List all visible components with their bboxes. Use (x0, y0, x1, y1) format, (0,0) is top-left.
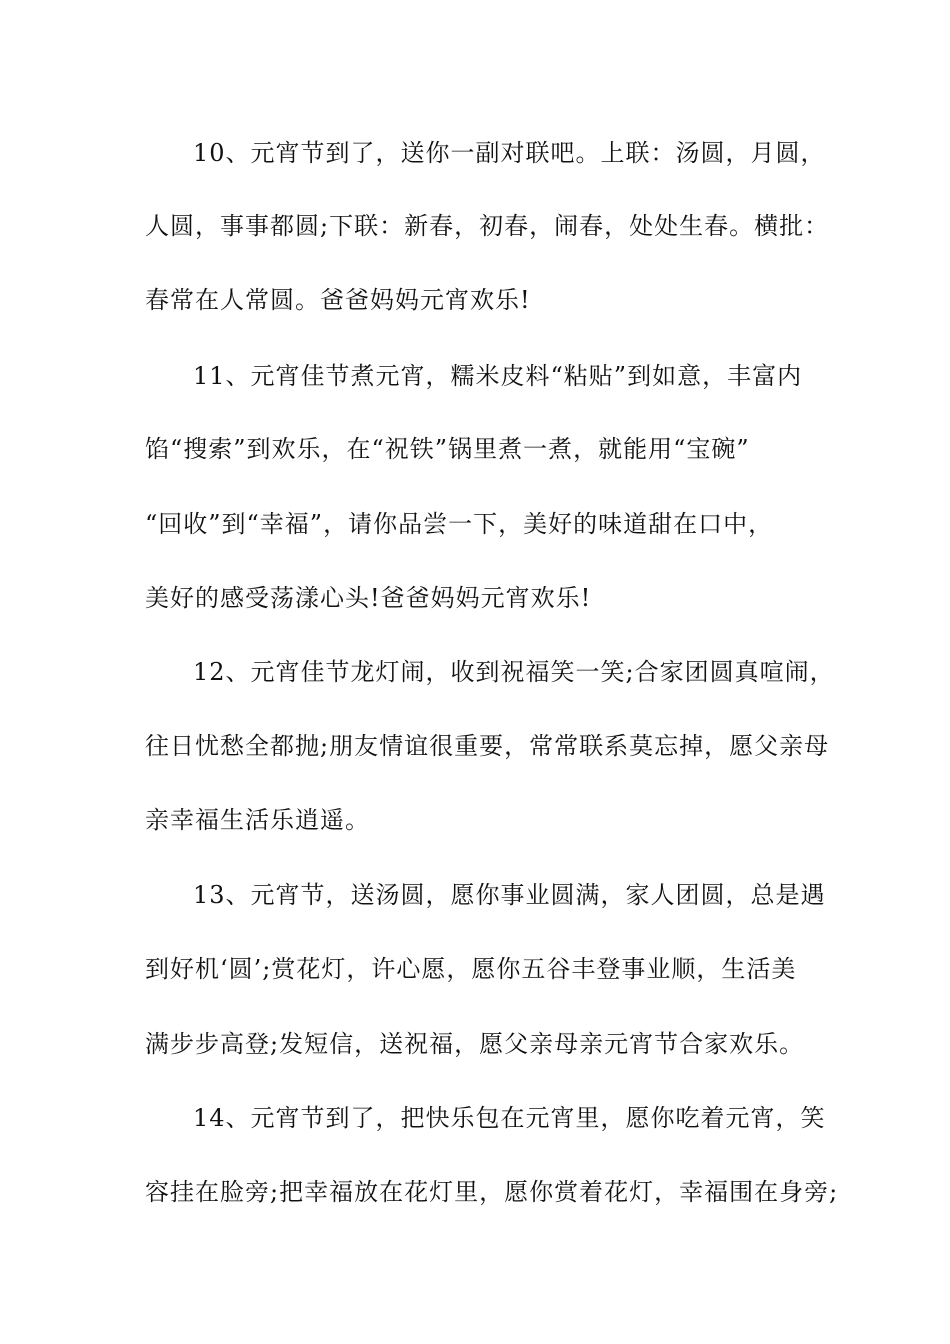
paragraph-11-line-2: 馅“搜索”到欢乐，在“祝铁”锅里煮一煮，就能用“宝碗” (145, 435, 750, 463)
paragraph-11-line-3: “回收”到“幸福”，请你品尝一下，美好的味道甜在口中， (145, 510, 774, 538)
paragraph-12-line-2: 往日忧愁全都抛;朋友情谊很重要，常常联系莫忘掉，愿父亲母 (145, 732, 830, 760)
paragraph-12-line-3: 亲幸福生活乐逍遥。 (145, 806, 370, 834)
paragraph-10-line-3: 春常在人常圆。爸爸妈妈元宵欢乐! (145, 286, 531, 314)
paragraph-11-line-1: 11、元宵佳节煮元宵，糯米皮料“粘贴”到如意，丰富内 (193, 362, 803, 390)
paragraph-13-line-2: 到好机‘圆’;赏花灯，许心愿，愿你五谷丰登事业顺，生活美 (145, 955, 797, 983)
paragraph-14-line-2: 容挂在脸旁;把幸福放在花灯里，愿你赏着花灯，幸福围在身旁; (145, 1178, 839, 1206)
paragraph-11-line-4: 美好的感受荡漾心头!爸爸妈妈元宵欢乐! (145, 584, 592, 612)
paragraph-13-line-3: 满步步高登;发短信，送祝福，愿父亲母亲元宵节合家欢乐。 (145, 1030, 805, 1058)
paragraph-14-line-1: 14、元宵节到了，把快乐包在元宵里，愿你吃着元宵，笑 (193, 1104, 826, 1132)
paragraph-10-line-2: 人圆，事事都圆;下联：新春，初春，闹春，处处生春。横批： (145, 212, 830, 240)
paragraph-10-line-1: 10、元宵节到了，送你一副对联吧。上联：汤圆，月圆， (193, 139, 826, 167)
paragraph-12-line-1: 12、元宵佳节龙灯闹，收到祝福笑一笑;合家团圆真喧闹， (193, 658, 835, 686)
paragraph-13-line-1: 13、元宵节，送汤圆，愿你事业圆满，家人团圆，总是遇 (193, 881, 826, 909)
